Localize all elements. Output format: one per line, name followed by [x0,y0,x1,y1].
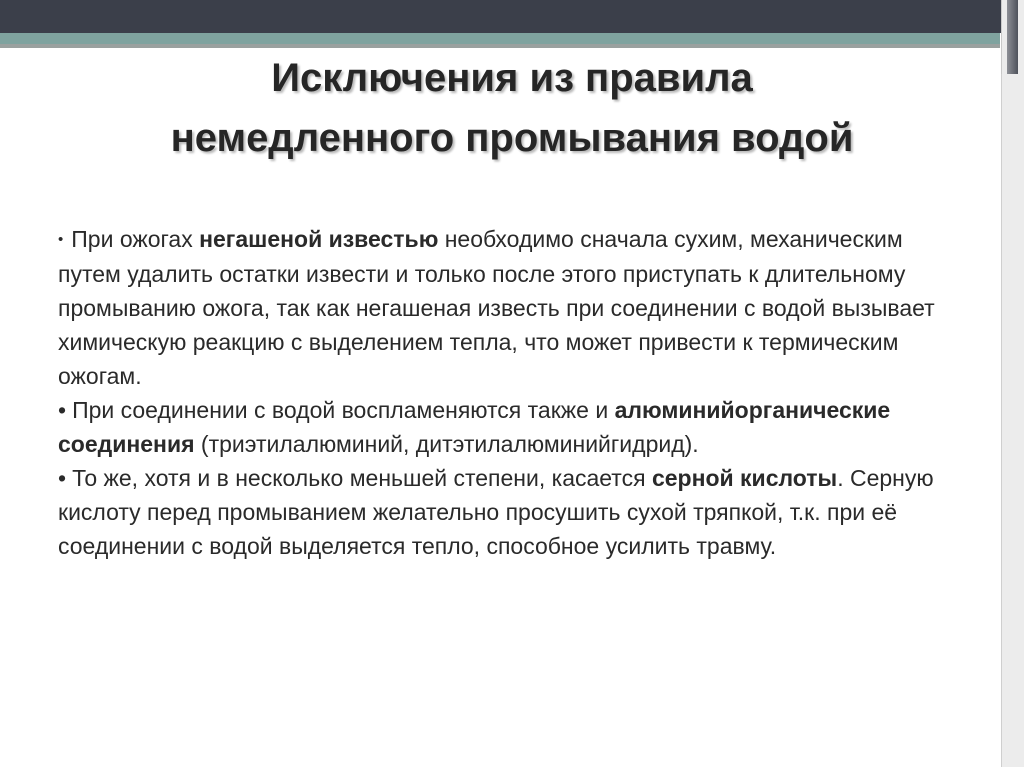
right-frame-line [1001,74,1002,767]
bullet-bold-term: негашеной известью [199,226,439,252]
bullet-marker: • [58,397,67,423]
bullet-text: При ожогах [71,226,200,252]
bullet-text: . Серную кислоту перед промыванием желательно просушить сухой тряпкой, т.к. при её соединении с водой выделяется тепло, способное усилить травму. [58,465,934,559]
bullet-bold-term: серной кислоты [651,465,838,491]
top-dark-bar [0,0,1024,33]
bullet-item-sulfuric-acid [58,461,958,563]
bullet-marker: • [58,231,64,248]
bullet-item-organoaluminum [58,393,958,461]
bullet-text: При соединении с водой воспламеняются также и [72,397,615,423]
title-line-2: немедленного промывания водой [170,116,854,160]
bullet-bold-term: алюминийорганические соединения [58,397,891,457]
right-frame [1001,0,1024,767]
bullet-item-quicklime [58,222,958,393]
bullet-text: (триэтилалюминий, дитэтилалюминийгидрид). [194,431,699,457]
bullet-marker: • [58,465,67,491]
bullet-text: То же, хотя и в несколько меньшей степени, касается [72,465,652,491]
top-teal-bar [0,33,1000,44]
slide-title [40,48,984,168]
bullet-text: необходимо сначала сухим, механическим путем удалить остатки извести и только после этого приступать к длительному промыванию ожога, так как негашеная известь при соединении с водой вызывает химическую реакцию с выделением тепла, что может привести к термическим ожогам. [58,226,935,389]
slide-body [58,222,958,563]
title-line-1: Исключения из правила [271,56,753,100]
right-frame-accent [1007,0,1018,74]
